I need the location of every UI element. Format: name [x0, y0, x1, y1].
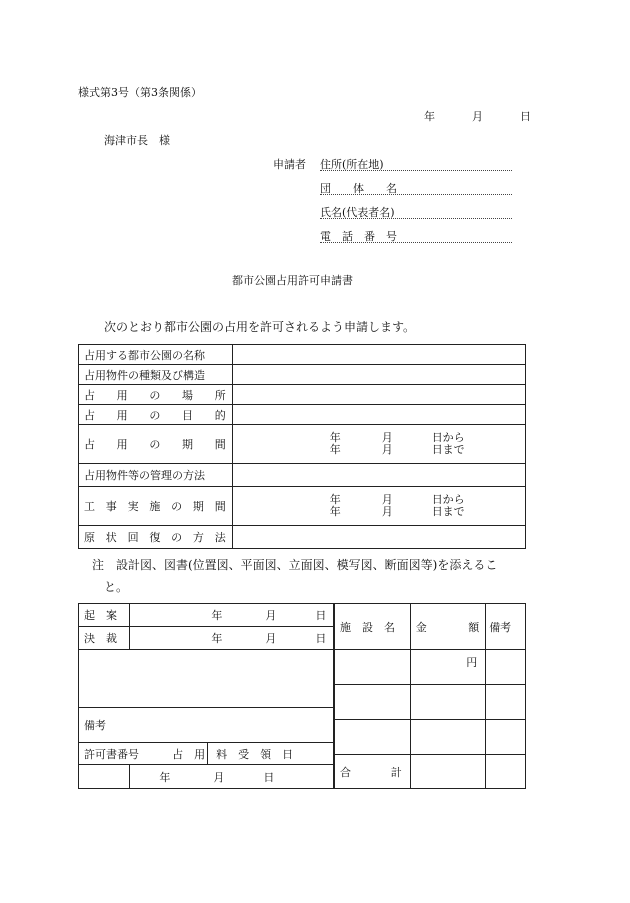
decision-date-cell[interactable]: 年 月 日 [130, 627, 334, 650]
name-line[interactable] [320, 218, 512, 219]
remarks-cell-1[interactable] [486, 650, 526, 685]
note-line-1: 注 設計図、図書(位置図、平面図、立面図、模写図、断面図等)を添えるこ [92, 558, 498, 572]
facility-cell-3[interactable] [335, 720, 411, 755]
note-line-2: と。 [104, 580, 129, 594]
draft-label: 起 案 [79, 604, 130, 627]
place-cell[interactable] [232, 385, 525, 405]
fee-received-date-cell[interactable]: 年 月 日 [130, 765, 334, 789]
applicant-address-label: 住所(所在地) [320, 158, 384, 171]
remarks-blank-area[interactable] [79, 650, 334, 708]
draft-date-cell[interactable]: 年 月 日 [130, 604, 334, 627]
remarks-label: 備考 [79, 708, 334, 743]
applicant-label: 申請者 [273, 158, 306, 171]
construction-cell[interactable]: 年 月 日から 年 月 日まで [232, 487, 525, 526]
period-cell[interactable]: 年 月 日から 年 月 日まで [232, 425, 525, 464]
office-left-table [78, 603, 334, 789]
period-label: 占 用 の 期 間 [79, 425, 233, 464]
restoration-label: 原 状 回 復 の 方 法 [79, 526, 233, 549]
construction-label: 工 事 実 施 の 期 間 [79, 487, 233, 526]
purpose-cell[interactable] [232, 405, 525, 425]
amount-cell-2[interactable] [410, 685, 485, 720]
facility-cell-1[interactable] [335, 650, 411, 685]
object-type-cell[interactable] [232, 365, 525, 385]
amount-cell-1[interactable] [410, 650, 485, 685]
date-line [424, 108, 531, 124]
applicant-group-label: 団 体 名 [320, 182, 397, 195]
amount-cell-3[interactable] [410, 720, 485, 755]
date-month: 月 [472, 110, 483, 123]
address-line[interactable] [320, 170, 512, 171]
remarks-cell-2[interactable] [486, 685, 526, 720]
addressee: 海津市長 様 [104, 134, 170, 147]
amount-header: 金 額 [410, 604, 485, 650]
page-title: 都市公園占用許可申請書 [232, 274, 353, 287]
applicant-phone-label: 電 話 番 号 [320, 230, 397, 243]
purpose-label: 占 用 の 目 的 [79, 405, 233, 425]
application-table [78, 344, 526, 549]
fee-received-label: 占 用 料 受 領 日 [208, 743, 334, 765]
phone-line[interactable] [320, 242, 512, 243]
applicant-name-label: 氏名(代表者名) [320, 206, 395, 219]
form-number: 様式第3号（第3条関係） [78, 86, 202, 99]
intro-text: 次のとおり都市公園の占用を許可されるよう申請します。 [104, 320, 416, 334]
group-line[interactable] [320, 194, 512, 195]
management-label: 占用物件等の管理の方法 [79, 464, 233, 487]
remarks-cell-3[interactable] [486, 720, 526, 755]
total-amount-cell[interactable] [410, 755, 485, 789]
total-label: 合 計 [335, 755, 411, 789]
park-name-cell[interactable] [232, 345, 525, 365]
decision-label: 決 裁 [79, 627, 130, 650]
office-right-table [334, 603, 526, 789]
management-cell[interactable] [232, 464, 525, 487]
yen-unit: 円 [466, 656, 478, 669]
park-name-label: 占用する都市公園の名称 [79, 345, 233, 365]
total-remarks-cell[interactable] [486, 755, 526, 789]
permit-number-label: 許可書番号 [79, 743, 208, 765]
facility-cell-2[interactable] [335, 685, 411, 720]
place-label: 占 用 の 場 所 [79, 385, 233, 405]
restoration-cell[interactable] [232, 526, 525, 549]
object-type-label: 占用物件の種類及び構造 [79, 365, 233, 385]
date-day: 日 [520, 110, 531, 123]
facility-name-header: 施 設 名 [335, 604, 411, 650]
remarks-col-header: 備考 [486, 604, 526, 650]
date-year: 年 [424, 110, 435, 123]
